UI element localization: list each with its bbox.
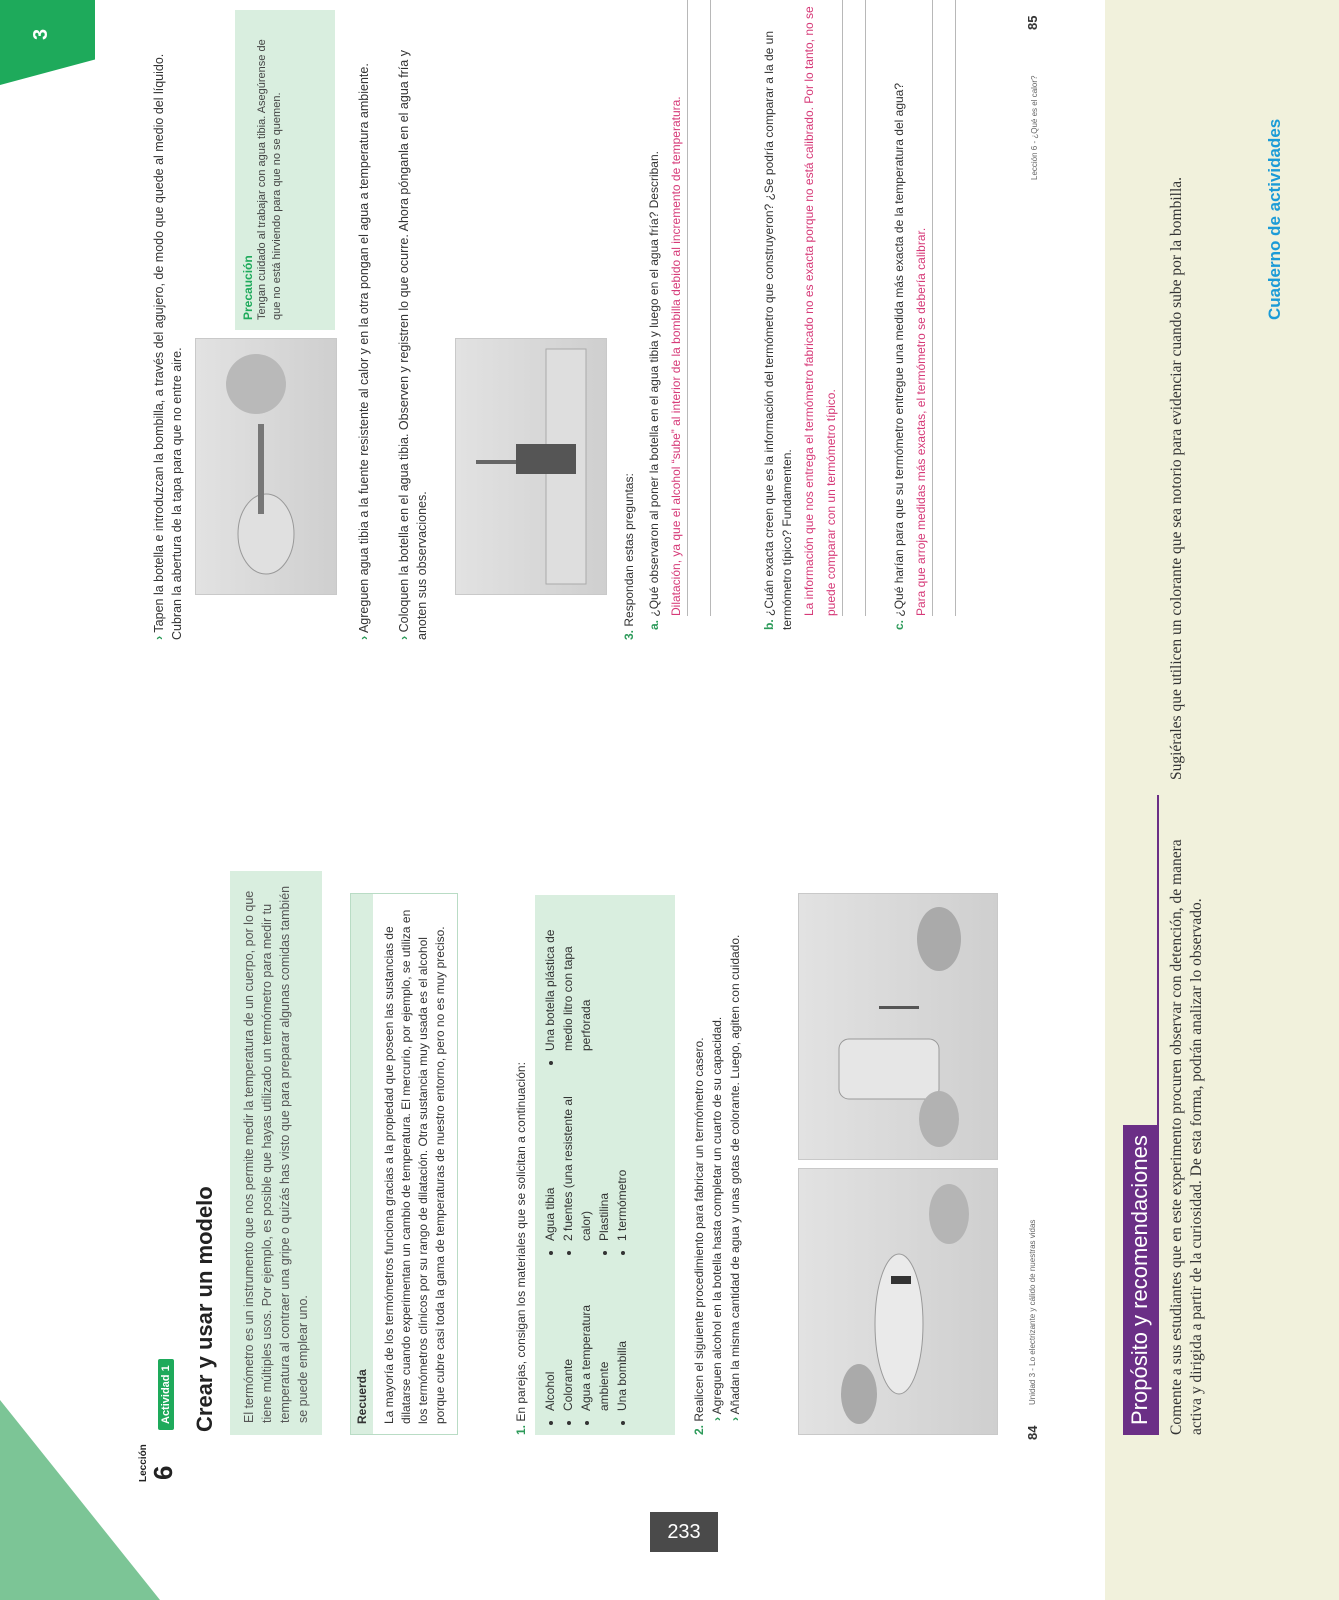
activity-tag: Actividad 1 <box>158 1359 174 1430</box>
photo-bottle-pouring <box>798 1168 998 1435</box>
material-item: • Agua tibia <box>541 1071 559 1241</box>
intro-box: El termómetro es un instrumento que nos permite medir la temperatura de un cuerpo, por lo que tiene múltiples usos. Por ejemplo, es posible que hayas utilizado un termómetro para medir tu temperatura al contraer una gripe o quizás has visto que para preparar algunas comidas también se puede emplear uno. <box>230 871 322 1435</box>
right-page <box>0 0 1105 800</box>
question-letter: a. <box>647 619 661 630</box>
question-letter: b. <box>762 619 776 630</box>
caution-text: Tengan cuidado al trabajar con agua tibia. Asegúrense de que no está hirviendo para que no se quemen. <box>256 39 283 320</box>
step-c-text: Coloquen la botella en el agua tibia. Observen y registren lo que ocurre. Ahora pónganla en el agua fría y anoten sus observaciones. <box>397 50 429 640</box>
answer-text: Dilatación, ya que el alcohol “sube” al interior de la bombilla debido al incremento de temperatura. <box>665 0 688 616</box>
caution-label: Precaución <box>241 255 255 320</box>
question-letter: c. <box>892 619 906 630</box>
guide-paragraph-2: Sugiérales que utilicen un colorante que sea notorio para evidenciar cuando sube por la bombilla. <box>1168 176 1185 780</box>
guide-link-cuaderno[interactable]: Cuaderno de actividades <box>1265 118 1284 320</box>
arrow-icon: › <box>710 1417 724 1421</box>
remember-box <box>350 893 458 1435</box>
question-text: ¿Qué observaron al poner la botella en el agua tibia y luego en el agua fría? Describan. <box>647 151 661 617</box>
materials-col-2 <box>541 1071 631 1255</box>
question-text: ¿Qué harían para que su termómetro entregue una medida más exacta de la temperatura del agua? <box>892 82 906 617</box>
guide-heading: Propósito y recomendaciones <box>1123 1125 1157 1435</box>
answer-text: Para que arroje medidas más exactas, el termómetro se debería calibrar. <box>910 0 933 616</box>
guide-heading-rule <box>1157 795 1159 1435</box>
step3-number: 3. <box>622 629 636 640</box>
answer-text: La información que nos entrega el termómetro fabricado no es exacta porque no está calibrado. Por lo tanto, no se puede comparar con un termómetro típico. <box>798 0 843 616</box>
page-number-right: 85 <box>1025 15 1040 30</box>
step-a <box>150 20 186 640</box>
step-b <box>355 20 373 640</box>
unit-tab <box>0 0 95 85</box>
dropper-illustration <box>799 894 997 1159</box>
photo-water-tray <box>455 338 607 595</box>
step-b-text: Agreguen agua tibia a la fuente resistente al calor y en la otra pongan el agua a temperatura ambiente. <box>357 63 371 634</box>
remember-text: La mayoría de los termómetros funciona gracias a la propiedad que poseen las sustancias de dilatarse cuando experimentan un cambio de temperatura. El mercurio, por ejemplo, se utiliza en los termómetros clínicos por su rango de dilatación. Otra sustancia muy usada es el alcohol porque cubre casi toda la gama de temperaturas de nuestro entorno, pero no es muy preciso. <box>382 909 447 1424</box>
left-page <box>0 799 1105 1600</box>
hand-bottle-illustration <box>799 1169 997 1434</box>
step3-text: Respondan estas preguntas: <box>622 473 636 627</box>
tray-illustration <box>456 339 606 594</box>
material-item: • Colorante <box>559 1261 577 1411</box>
lesson-number: 6 <box>148 1465 178 1480</box>
guide-paragraph-1: Comente a sus estudiantes que en este experimento procuren observar con detención, de manera activa y dirigida a partir de la curiosidad. De esta forma, podrán analizar lo observado. <box>1168 839 1205 1435</box>
step1-row <box>512 895 530 1435</box>
material-item: • 1 termómetro <box>613 1071 631 1241</box>
step2-sub-1: Agreguen alcohol en la botella hasta completar un cuarto de su capacidad. <box>710 1016 724 1415</box>
lesson-corner-shape <box>0 1400 160 1600</box>
step2-text: Realicen el siguiente procedimiento para fabricar un termómetro casero. <box>692 1037 706 1422</box>
teacher-guide-band <box>1105 0 1339 1600</box>
material-item: • Una botella plástica de medio litro con tapa perforada <box>541 901 595 1051</box>
footer-left: Unidad 3 - Lo electrizante y cálido de nuestras vidas <box>1028 1219 1037 1405</box>
step2-sub-2: Añadan la misma cantidad de agua y unas gotas de colorante. Luego, agiten con cuidado. <box>728 934 742 1415</box>
question-c <box>890 0 956 630</box>
photo-dropper <box>798 893 998 1160</box>
step1-text: En parejas, consigan los materiales que se solicitan a continuación: <box>514 1062 528 1422</box>
materials-col-1 <box>541 1261 631 1425</box>
material-item: • Plastilina <box>595 1071 613 1241</box>
materials-col-3 <box>541 901 595 1065</box>
materials-box <box>535 895 675 1435</box>
question-a <box>645 0 711 630</box>
material-item: • Agua a temperatura ambiente <box>577 1261 613 1411</box>
answer-line <box>843 0 866 616</box>
arrow-icon: › <box>152 635 166 640</box>
question-text: ¿Cuán exacta creen que es la información del termómetro que construyeron? ¿Se podría comparar a la de un termómetro típico? Fundamenten. <box>762 31 794 630</box>
straw-illustration <box>196 339 336 594</box>
step1-number: 1. <box>514 1424 528 1435</box>
answer-line <box>688 0 711 616</box>
photo-bottle-straw <box>195 338 337 595</box>
step-c <box>395 20 431 640</box>
answer-line <box>933 0 956 616</box>
material-item: • Alcohol <box>541 1261 559 1411</box>
page-number-left: 84 <box>1025 1425 1040 1440</box>
arrow-icon: › <box>357 635 371 640</box>
question-b <box>760 0 866 630</box>
page-badge: 233 <box>650 1512 718 1552</box>
step3-row <box>620 20 638 640</box>
footer-right: Lección 6 - ¿Qué es el calor? <box>1030 75 1039 180</box>
arrow-icon: › <box>728 1417 742 1421</box>
step2-block <box>690 875 744 1435</box>
step2-number: 2. <box>692 1424 706 1435</box>
material-item: • Una bombilla <box>613 1261 631 1411</box>
caution-box <box>235 10 335 330</box>
lesson-label: Lección <box>138 1444 149 1482</box>
remember-label: Recuerda <box>351 894 373 1434</box>
lesson-title: Crear y usar un modelo <box>192 1186 217 1432</box>
arrow-icon: › <box>397 635 411 640</box>
unit-tab-number: 3 <box>30 28 52 40</box>
step-a-text: Tapen la botella e introduzcan la bombilla, a través del agujero, de modo que quede al medio del líquido. Cubran la abertura de la tapa para que no entre aire. <box>152 53 184 640</box>
material-item: • 2 fuentes (una resistente al calor) <box>559 1071 595 1241</box>
